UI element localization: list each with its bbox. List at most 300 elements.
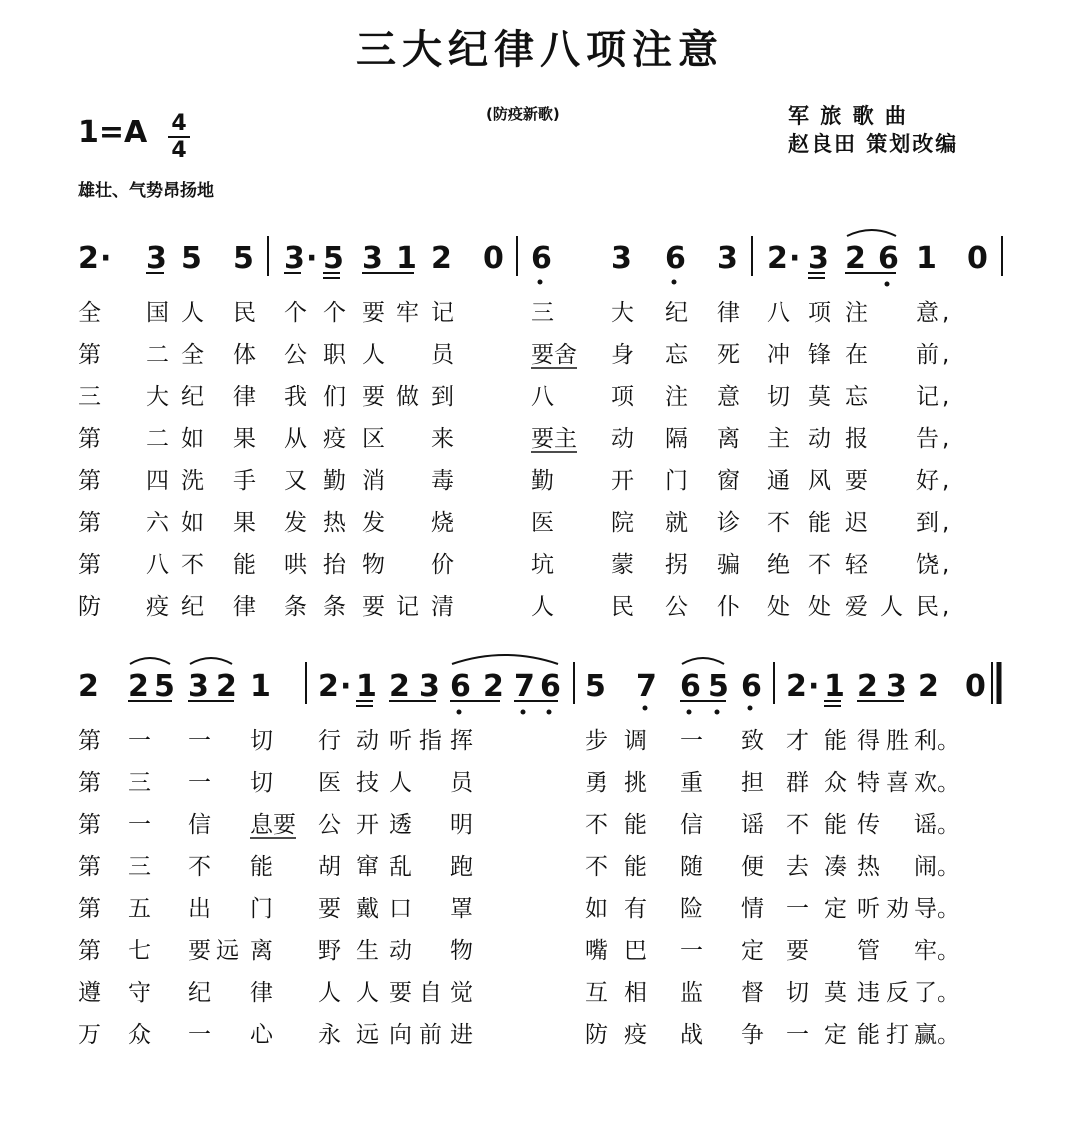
lyric-char: 第 [78, 426, 101, 452]
lyric-char: 特 [857, 770, 880, 796]
lyric-char: 区 [362, 426, 385, 452]
lyric-char: 毒 [431, 468, 454, 494]
lyric-char: 不 [181, 552, 204, 578]
lyric-line [78, 426, 949, 452]
lyric-char: 众 [824, 770, 847, 796]
lyric-char: 处 [767, 594, 790, 620]
lyric-line [78, 728, 960, 754]
lyric-line [78, 510, 949, 536]
lyric-char: , [942, 552, 950, 578]
lyric-char: 们 [323, 384, 346, 410]
lyric-char: 纪 [181, 594, 204, 620]
lyric-char: 违 [857, 980, 880, 1006]
lyric-char: 出 [188, 896, 211, 922]
lyric-char: 挥 [450, 728, 473, 754]
lyric-char: 一 [128, 728, 151, 754]
lyric-char: 嘴 [585, 938, 608, 964]
lyric-char: 全 [181, 342, 204, 368]
note: 5 [585, 669, 606, 704]
lyric-char: 物 [450, 938, 473, 964]
lyric-char: , [942, 426, 950, 452]
lyric-char: 要 [318, 896, 341, 922]
lyric-char: 谣。 [914, 812, 960, 838]
lyric-char: 人 [880, 594, 903, 620]
lyric-char: 风 [808, 468, 831, 494]
lyric-char: 打 [886, 1022, 909, 1048]
note: 1 [250, 669, 271, 704]
lyric-line [78, 854, 960, 880]
lyric-char: 闹。 [914, 854, 960, 880]
lyric-char: 前 [419, 1022, 442, 1048]
lyric-char: 能 [624, 812, 647, 838]
lyric-char: 万 [78, 1022, 101, 1048]
note: 0 [965, 669, 986, 704]
lyric-char: 能 [250, 854, 273, 880]
lyric-char: 监 [680, 980, 703, 1006]
note: 2 [767, 241, 788, 276]
note: 2 [483, 669, 504, 704]
lyric-char: 个 [284, 300, 307, 326]
note: 5 [233, 241, 254, 276]
lyric-char: 六 [146, 510, 169, 536]
lyric-char: 死 [717, 342, 740, 368]
lyric-char: 迟 [845, 510, 868, 536]
lyric-char: 能 [857, 1022, 880, 1048]
lyric-line [78, 594, 949, 620]
lyric-char: 能 [808, 510, 831, 536]
lyric-char: 果 [233, 510, 256, 536]
lyric-char: 八 [531, 384, 554, 410]
note: 2 [918, 669, 939, 704]
lyric-char: 记 [916, 384, 939, 410]
note: 2 [389, 669, 410, 704]
octave-dot [687, 710, 692, 715]
note: 2 [431, 241, 452, 276]
lyric-char: 五 [128, 896, 151, 922]
lyric-char: 热 [857, 854, 880, 880]
lyric-char: 离 [717, 426, 740, 452]
lyric-char: 二 [146, 426, 169, 452]
lyric-char: 通 [767, 468, 790, 494]
lyric-char: 冲 [767, 342, 790, 368]
lyric-char: 导。 [914, 896, 960, 922]
octave-dot [885, 282, 890, 287]
lyric-line [78, 812, 960, 838]
lyric-char: 锋 [808, 342, 831, 368]
lyric-char: 坑 [531, 552, 554, 578]
lyric-char: , [942, 342, 950, 368]
lyric-char: 能 [824, 728, 847, 754]
section2-octave-dots [457, 706, 753, 715]
lyric-char: 窗 [717, 468, 740, 494]
lyric-char: 进 [450, 1022, 473, 1048]
lyric-char: 人 [531, 594, 554, 620]
lyric-char: 喜 [886, 770, 909, 796]
lyric-char: 要 [188, 938, 211, 964]
lyric-char: 第 [78, 728, 101, 754]
lyric-char: 要 [845, 468, 868, 494]
lyric-char: 又 [284, 468, 307, 494]
lyric-char: 争 [741, 1022, 764, 1048]
lyric-char: 了。 [914, 980, 960, 1006]
lyric-char: 纪 [188, 980, 211, 1006]
lyric-char: 门 [250, 896, 273, 922]
lyric-char: 凑 [824, 854, 847, 880]
lyric-char: 一 [128, 812, 151, 838]
lyric-char: 民 [233, 300, 256, 326]
lyric-char: 一 [188, 1022, 211, 1048]
lyric-char: 不 [585, 812, 608, 838]
lyric-char: , [942, 384, 950, 410]
lyric-char: 远 [356, 1022, 379, 1048]
lyric-line [78, 980, 960, 1006]
lyric-char: 物 [362, 552, 385, 578]
lyric-char: 仆 [717, 594, 740, 620]
lyric-char: 一 [786, 896, 809, 922]
lyric-char: 动 [808, 426, 831, 452]
lyric-char: 随 [680, 854, 703, 880]
lyric-char: 不 [786, 812, 809, 838]
lyric-char: 步 [585, 728, 608, 754]
lyric-char: 第 [78, 510, 101, 536]
lyric-char: 员 [450, 770, 473, 796]
lyric-char: 从 [284, 426, 307, 452]
lyric-char: 动 [389, 938, 412, 964]
note: 2 [786, 669, 807, 704]
note: 2 [216, 669, 237, 704]
lyric-char: 胡 [318, 854, 341, 880]
section1-octave-dots [538, 280, 890, 287]
lyric-char: 乱 [389, 854, 412, 880]
lyric-char: 开 [611, 468, 634, 494]
lyric-char: 明 [450, 812, 473, 838]
lyric-char: 院 [611, 510, 634, 536]
lyric-char: 不 [767, 510, 790, 536]
lyric-char: 个 [323, 300, 346, 326]
lyric-char: 切 [786, 980, 809, 1006]
lyric-char: 切 [250, 770, 273, 796]
lyric-char: 管 [857, 938, 880, 964]
note: 3 [611, 241, 632, 276]
lyric-char: 我 [284, 384, 307, 410]
lyric-char: 要主 [531, 426, 577, 452]
lyric-char: 窜 [356, 854, 379, 880]
lyric-char: 门 [665, 468, 688, 494]
lyric-char: 互 [585, 980, 608, 1006]
lyric-char: 手 [233, 468, 256, 494]
lyric-line [78, 938, 960, 964]
lyric-char: 不 [188, 854, 211, 880]
lyric-char: 众 [128, 1022, 151, 1048]
lyric-char: 抬 [323, 552, 346, 578]
dot: · [306, 241, 318, 276]
note: 2 [857, 669, 878, 704]
lyric-char: 律 [233, 384, 256, 410]
lyric-char: 利。 [914, 728, 960, 754]
lyric-char: 律 [717, 300, 740, 326]
lyric-char: 轻 [845, 552, 868, 578]
lyric-char: 到 [916, 510, 939, 536]
lyric-char: 情 [741, 896, 764, 922]
lyric-char: 主 [767, 426, 790, 452]
time-signature-top: 4 [171, 111, 187, 136]
lyric-char: 息要 [250, 812, 296, 838]
lyric-char: 项 [611, 384, 634, 410]
lyric-char: 要 [362, 384, 385, 410]
note: 6 [878, 241, 899, 276]
lyric-char: 三 [78, 384, 101, 410]
lyric-char: , [942, 594, 950, 620]
lyric-char: 公 [284, 342, 307, 368]
lyric-char: 勤 [323, 468, 346, 494]
lyric-char: 自 [419, 980, 442, 1006]
time-signature-bottom: 4 [171, 138, 187, 163]
lyric-char: 人 [318, 980, 341, 1006]
lyric-char: 谣 [741, 812, 764, 838]
note: 2 [128, 669, 149, 704]
lyric-char: 劝 [886, 896, 909, 922]
lyric-char: 莫 [824, 980, 847, 1006]
lyric-char: 有 [624, 896, 647, 922]
lyric-char: 报 [845, 426, 868, 452]
song-title: 三大纪律八项注意 [356, 26, 724, 73]
lyric-char: 大 [611, 300, 634, 326]
lyric-char: 生 [356, 938, 379, 964]
lyric-char: 勇 [585, 770, 608, 796]
lyric-char: 清 [431, 594, 454, 620]
note: 7 [636, 669, 657, 704]
lyric-char: 记 [396, 594, 419, 620]
lyric-char: 第 [78, 938, 101, 964]
lyric-char: 八 [146, 552, 169, 578]
octave-dot [748, 706, 753, 711]
lyric-char: 一 [188, 728, 211, 754]
lyric-char: 能 [233, 552, 256, 578]
lyric-char: 民 [916, 594, 939, 620]
lyric-char: 员 [431, 342, 454, 368]
octave-dot [538, 280, 543, 285]
note: 3 [188, 669, 209, 704]
lyric-char: 如 [585, 896, 608, 922]
lyric-char: 得 [857, 728, 880, 754]
lyric-char: 热 [323, 510, 346, 536]
lyric-char: 民 [611, 594, 634, 620]
note: 0 [483, 241, 504, 276]
lyric-char: 人 [362, 342, 385, 368]
lyric-char: 人 [356, 980, 379, 1006]
lyric-char: 诊 [717, 510, 740, 536]
lyric-char: 要 [362, 300, 385, 326]
octave-dot [643, 706, 648, 711]
lyric-char: 担 [741, 770, 764, 796]
lyric-char: 做 [396, 384, 419, 410]
lyric-char: 大 [146, 384, 169, 410]
lyric-char: 告 [916, 426, 939, 452]
lyric-char: 定 [824, 896, 847, 922]
lyric-char: 调 [624, 728, 647, 754]
dot: · [340, 669, 352, 704]
lyric-char: 致 [741, 728, 764, 754]
note: 5 [708, 669, 729, 704]
section1-notes [78, 241, 988, 276]
lyric-line [78, 896, 960, 922]
lyric-char: 能 [824, 812, 847, 838]
key-signature: 1=A [78, 115, 148, 150]
dot: · [100, 241, 112, 276]
lyric-char: 疫 [624, 1022, 647, 1048]
note: 5 [323, 241, 344, 276]
lyric-char: , [942, 300, 950, 326]
lyric-char: 如 [181, 426, 204, 452]
lyric-char: 跑 [450, 854, 473, 880]
lyric-char: 人 [181, 300, 204, 326]
tempo-marking: 雄壮、气势昂扬地 [78, 181, 214, 201]
section2-lyrics [78, 728, 960, 1048]
lyric-char: 价 [431, 552, 454, 578]
lyric-char: 信 [188, 812, 211, 838]
lyric-char: 公 [318, 812, 341, 838]
note: 3 [886, 669, 907, 704]
lyric-char: 项 [808, 300, 831, 326]
lyric-char: 前 [916, 342, 939, 368]
octave-dot [457, 710, 462, 715]
section1-lyrics [78, 300, 949, 620]
lyric-char: 律 [250, 980, 273, 1006]
dot: · [789, 241, 801, 276]
lyric-char: 条 [284, 594, 307, 620]
lyric-char: 医 [318, 770, 341, 796]
lyric-char: 职 [323, 342, 346, 368]
lyric-char: , [942, 468, 950, 494]
lyric-char: 传 [857, 812, 880, 838]
lyric-char: 八 [767, 300, 790, 326]
octave-dot [715, 710, 720, 715]
section2-notes [78, 669, 986, 704]
lyric-char: 定 [824, 1022, 847, 1048]
lyric-char: 督 [741, 980, 764, 1006]
lyric-char: 隔 [665, 426, 688, 452]
lyric-char: 好 [916, 468, 939, 494]
note: 1 [824, 669, 845, 704]
lyric-char: 疫 [323, 426, 346, 452]
lyric-char: 行 [318, 728, 341, 754]
lyric-char: 战 [680, 1022, 703, 1048]
lyric-char: 第 [78, 468, 101, 494]
lyric-char: 蒙 [611, 552, 634, 578]
lyric-char: 技 [356, 770, 379, 796]
lyric-char: 消 [362, 468, 385, 494]
lyric-char: 重 [680, 770, 703, 796]
lyric-char: 要 [786, 938, 809, 964]
note: 3 [419, 669, 440, 704]
note: 3 [146, 241, 167, 276]
lyric-char: 第 [78, 896, 101, 922]
note: 3 [808, 241, 829, 276]
lyric-char: 洗 [181, 468, 204, 494]
slur [682, 658, 724, 664]
lyric-char: 疫 [146, 594, 169, 620]
lyric-char: 胜 [886, 728, 909, 754]
note: 6 [540, 669, 561, 704]
credit-source: 军 旅 歌 曲 [788, 104, 908, 128]
lyric-char: 第 [78, 854, 101, 880]
lyric-char: 戴 [356, 896, 379, 922]
lyric-char: 爱 [845, 594, 868, 620]
lyric-char: 切 [767, 384, 790, 410]
lyric-char: 向 [389, 1022, 412, 1048]
lyric-char: 公 [665, 594, 688, 620]
lyric-line [78, 552, 949, 578]
note: 3 [284, 241, 305, 276]
note: 6 [665, 241, 686, 276]
lyric-char: 意 [717, 384, 740, 410]
note: 3 [362, 241, 383, 276]
lyric-char: 防 [78, 594, 101, 620]
lyric-char: 绝 [767, 552, 790, 578]
lyric-char: 信 [680, 812, 703, 838]
lyric-char: 口 [389, 896, 412, 922]
lyric-char: 一 [786, 1022, 809, 1048]
lyric-char: 牢。 [914, 938, 960, 964]
lyric-char: 律 [233, 594, 256, 620]
lyric-char: 来 [431, 426, 454, 452]
lyric-char: 开 [356, 812, 379, 838]
lyric-char: 要 [389, 980, 412, 1006]
lyric-char: 第 [78, 770, 101, 796]
lyric-char: 注 [845, 300, 868, 326]
note: 6 [531, 241, 552, 276]
lyric-line [78, 342, 949, 368]
lyric-char: 三 [531, 300, 554, 326]
lyric-line [78, 468, 949, 494]
lyric-char: 相 [624, 980, 647, 1006]
lyric-char: 动 [356, 728, 379, 754]
lyric-char: 巴 [624, 938, 647, 964]
lyric-char: 切 [250, 728, 273, 754]
lyric-char: 人 [389, 770, 412, 796]
lyric-char: 发 [284, 510, 307, 536]
lyric-char: 饶 [916, 552, 939, 578]
lyric-char: 到 [431, 384, 454, 410]
lyric-char: 二 [146, 342, 169, 368]
lyric-char: 第 [78, 812, 101, 838]
lyric-char: 野 [318, 938, 341, 964]
slur [452, 655, 558, 664]
lyric-char: 能 [624, 854, 647, 880]
note: 1 [916, 241, 937, 276]
slur [130, 658, 170, 664]
lyric-char: 烧 [431, 510, 454, 536]
lyric-char: 身 [611, 342, 634, 368]
lyric-char: 欢。 [914, 770, 960, 796]
lyric-char: 遵 [78, 980, 101, 1006]
lyric-char: 全 [78, 300, 101, 326]
lyric-char: 定 [741, 938, 764, 964]
lyric-char: 要 [362, 594, 385, 620]
note: 5 [154, 669, 175, 704]
lyric-char: , [942, 510, 950, 536]
lyric-char: 离 [250, 938, 273, 964]
note: 6 [680, 669, 701, 704]
note: 3 [717, 241, 738, 276]
lyric-char: 远 [216, 938, 239, 964]
lyric-char: 纪 [181, 384, 204, 410]
lyric-char: 体 [233, 342, 256, 368]
lyric-char: 记 [431, 300, 454, 326]
lyric-char: 勤 [531, 468, 554, 494]
lyric-char: 听 [389, 728, 412, 754]
lyric-line [78, 770, 960, 796]
